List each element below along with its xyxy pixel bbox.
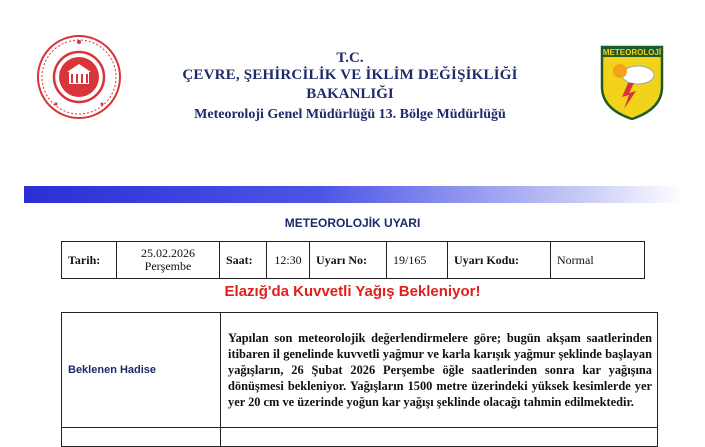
ministry-seal-logo: [36, 34, 122, 120]
time-value: 12:30: [267, 242, 310, 279]
meteorology-logo: [598, 43, 666, 121]
warning-no-label: Uyarı No:: [310, 242, 387, 279]
day-value: Perşembe: [144, 259, 192, 273]
header-tc: T.C.: [336, 50, 364, 66]
warning-no-value: 19/165: [387, 242, 448, 279]
next-row-label-cell: [62, 428, 221, 447]
date-cell: [117, 242, 220, 279]
alert-headline: Elazığ'da Kuvvetli Yağış Bekleniyor!: [224, 283, 481, 300]
warning-info-table: [61, 241, 645, 279]
date-label: Tarih:: [62, 242, 117, 279]
header-divider-band: [24, 186, 684, 203]
expected-event-row: [62, 313, 658, 428]
expected-event-text: Yapılan son meteorolojik değerlendirmelere göre; bugün akşam saatlerinden itibaren il genelinde kuvvetli yağmur ve karla karışık yağmur şeklinde başlayan yağışların, 26 Şubat 2026 Perşembe öğle saatlerinden sonra kar yağışına dönüşmesi bekleniyor. Yağışların 1500 metre üzerindeki yüksek kesimlerde yer yer 20 cm ve üzerinde yoğun kar yağışı şeklinde olacağı tahmin edilmektedir.: [221, 313, 658, 428]
warning-code-value: Normal: [551, 242, 645, 279]
next-row: [62, 428, 658, 447]
next-row-text-cell: [221, 428, 658, 447]
date-value: 25.02.2026: [141, 246, 195, 260]
warning-code-label: Uyarı Kodu:: [448, 242, 551, 279]
document-title: METEOROLOJİK UYARI: [284, 216, 421, 230]
expected-event-label: Beklenen Hadise: [62, 313, 221, 428]
ministry-name: ÇEVRE, ŞEHİRCİLİK VE İKLİM DEĞİŞİKLİĞİ: [182, 67, 518, 83]
ministry-name-line2: BAKANLIĞI: [306, 86, 394, 102]
warning-info-row: [62, 242, 645, 279]
time-label: Saat:: [220, 242, 267, 279]
meteorology-logo-text: METEOROLOJİ: [602, 48, 662, 57]
expected-event-table: [61, 312, 658, 447]
directorate-name: Meteoroloji Genel Müdürlüğü 13. Bölge Müdürlüğü: [194, 107, 506, 122]
